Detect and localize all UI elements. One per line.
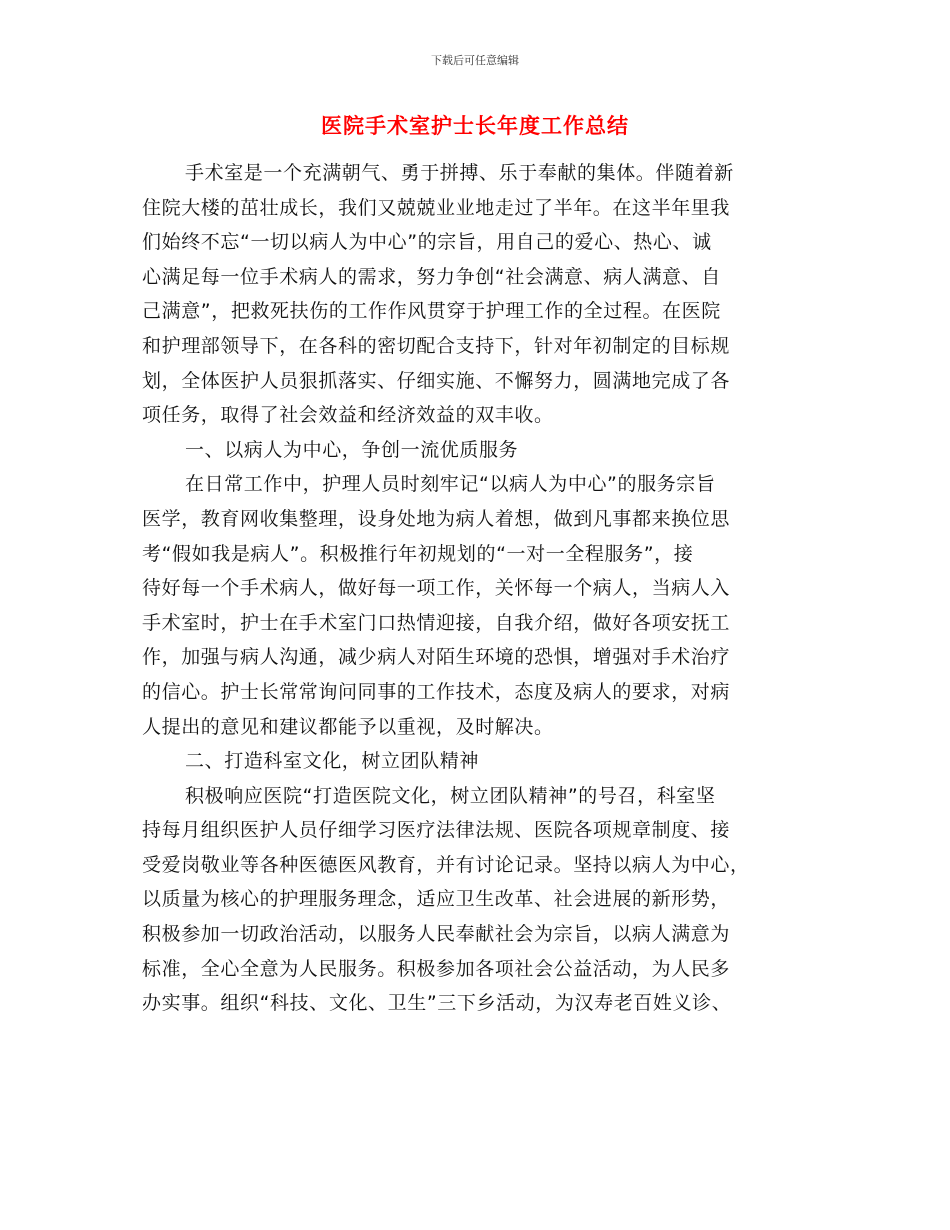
text-line: 二、打造科室文化，树立团队精神 <box>185 750 480 773</box>
text-line: 考“假如我是病人”。积极推行年初规划的“一对一全程服务”，接 <box>142 542 694 565</box>
text-line: 标准，全心全意为人民服务。积极参加各项社会公益活动，为人民多 <box>142 957 731 980</box>
text-line: 持每月组织医护人员仔细学习医疗法律法规、医院各项规章制度、接 <box>142 819 731 842</box>
header-note: 下载后可任意编辑 <box>431 54 519 67</box>
text-line: 待好每一个手术病人，做好每一项工作，关怀每一个病人，当病人入 <box>142 577 731 600</box>
text-line: 人提出的意见和建议都能予以重视，及时解决。 <box>142 715 554 738</box>
text-line: 积极响应医院“打造医院文化，树立团队精神”的号召，科室坚 <box>185 784 716 807</box>
text-line: 积极参加一切政治活动，以服务人民奉献社会为宗旨，以病人满意为 <box>142 923 731 946</box>
text-line: 一、以病人为中心，争创一流优质服务 <box>185 438 519 461</box>
text-line: 们始终不忘“一切以病人为中心”的宗旨，用自己的爱心、热心、诚 <box>142 231 712 254</box>
text-line: 手术室时，护士在手术室门口热情迎接，自我介绍，做好各项安抚工 <box>142 611 731 634</box>
text-line: 受爱岗敬业等各种医德医风教育，并有讨论记录。坚持以病人为中心， <box>142 853 750 876</box>
document-title: 医院手术室护士长年度工作总结 <box>321 114 629 138</box>
text-line: 医学，教育网收集整理，设身处地为病人着想，做到凡事都来换位思 <box>142 507 731 530</box>
text-line: 己满意”，把救死扶伤的工作作风贯穿于护理工作的全过程。在医院 <box>142 300 721 323</box>
text-line: 的信心。护士长常常询问同事的工作技术，态度及病人的要求，对病 <box>142 680 731 703</box>
text-line: 划，全体医护人员狠抓落实、仔细实施、不懈努力，圆满地完成了各 <box>142 369 731 392</box>
text-line: 作，加强与病人沟通，减少病人对陌生环境的恐惧，增强对手术治疗 <box>142 646 731 669</box>
text-line: 住院大楼的茁壮成长，我们又兢兢业业地走过了半年。在这半年里我 <box>142 196 731 219</box>
text-line: 心满足每一位手术病人的需求，努力争创“社会满意、病人满意、自 <box>142 265 721 288</box>
text-line: 在日常工作中，护理人员时刻牢记“以病人为中心”的服务宗旨 <box>185 473 716 496</box>
text-line: 办实事。组织“科技、文化、卫生”三下乡活动，为汉寿老百姓义诊、 <box>142 992 732 1015</box>
document-body <box>142 156 806 1021</box>
text-line: 和护理部领导下，在各科的密切配合支持下，针对年初制定的目标规 <box>142 334 731 357</box>
text-line: 项任务，取得了社会效益和经济效益的双丰收。 <box>142 404 554 427</box>
text-line: 以质量为核心的护理服务理念，适应卫生改革、社会进展的新形势， <box>142 888 731 911</box>
text-line: 手术室是一个充满朝气、勇于拼搏、乐于奉献的集体。伴随着新 <box>185 162 734 184</box>
